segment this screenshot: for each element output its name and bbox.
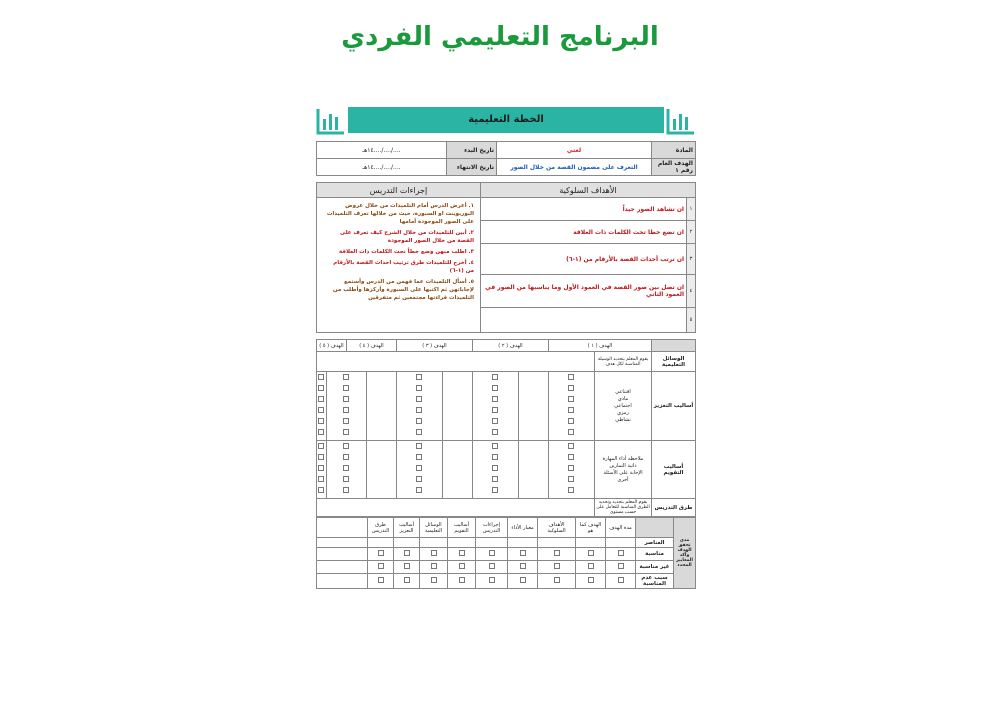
objective-text: ان تشاهد الصور جيداً	[480, 198, 686, 221]
checkbox-column[interactable]	[317, 441, 327, 499]
checkbox[interactable]	[459, 550, 465, 556]
list-item: الإجابة على الأسئلة	[603, 469, 643, 476]
start-date-value: ..../..../....١٤هـ	[317, 142, 447, 159]
checkbox[interactable]	[431, 563, 437, 569]
goal-value: التعرف على مضمون القصة من خلال الصور	[497, 159, 652, 176]
column-header: أساليب التعزيز	[394, 518, 420, 538]
assess-items	[595, 441, 652, 499]
column-header: طرق التدريس	[368, 518, 394, 538]
checkbox[interactable]	[588, 563, 594, 569]
reinforce-items	[595, 372, 652, 441]
checkbox[interactable]	[618, 563, 624, 569]
procedure-item: ١. أعرض الدرس أمام التلميذات من خلال عروض البوربوينت او السبورة، حيث من خلالها تعرف التلميذات على الصور الموجودة أمامها	[326, 203, 474, 225]
methods-label: طرق التدريس	[652, 499, 696, 517]
list-item: نشاطي	[615, 416, 631, 423]
end-date-label: تاريخ الانتهاء	[447, 159, 497, 176]
checkbox[interactable]	[459, 577, 465, 583]
aids-label: الوسائل التعليمية	[652, 352, 696, 372]
goal-header: الهدف ( ١ )	[548, 340, 651, 352]
list-item: اقتناعي	[615, 388, 631, 395]
checkbox-column[interactable]	[317, 372, 327, 441]
goal-header: الهدف ( ٣ )	[396, 340, 472, 352]
checkbox[interactable]	[378, 550, 384, 556]
start-date-label: تاريخ البدء	[447, 142, 497, 159]
checkbox-column[interactable]	[396, 441, 442, 499]
subject-label: المادة	[652, 142, 696, 159]
checkbox[interactable]	[618, 550, 624, 556]
row-label: العناصر	[636, 538, 674, 548]
checkbox[interactable]	[404, 563, 410, 569]
objective-text: ان تضع خطا تحت الكلمات ذات العلاقة	[480, 221, 686, 244]
column-header: إجراءات التدريس	[476, 518, 508, 538]
objective-number: ٥	[687, 308, 696, 333]
checkbox-column[interactable]	[472, 441, 518, 499]
chart-logo-icon	[316, 105, 346, 135]
objectives-header: الأهداف السلوكية	[480, 183, 695, 198]
procedure-item: ٢. أبين للتلميذات من خلال الشرح كيف تعرف على القصة من خلال الصور الموجودة	[340, 230, 474, 244]
column-header: مدة الهدف	[606, 518, 636, 538]
procedure-item: ٥. أسأل التلميذات عما فهمن من الدرس وأستمع لإجاباتهن ثم اكتبها على السبورة وأركزها وأطلب من التلميذات قراءتها مجتمعين ثم متفرقين	[332, 279, 474, 301]
banner	[316, 105, 696, 135]
checkbox[interactable]	[489, 577, 495, 583]
aids-note: يقوم المعلم بتحديد الوسيلة المناسبة لكل هدف	[595, 352, 652, 372]
achievement-side-label: مدى تحقق الهدف وأكد المعايير المحدد	[674, 518, 696, 589]
goal-header: الهدف ( ٥ )	[317, 340, 347, 352]
procedures-header: إجراءات التدريس	[317, 183, 481, 198]
checkbox[interactable]	[554, 577, 560, 583]
checkbox-column[interactable]	[326, 441, 366, 499]
list-item: رمزي	[617, 409, 629, 416]
checkbox-column[interactable]	[548, 441, 594, 499]
checkbox[interactable]	[520, 577, 526, 583]
end-date-value: ..../..../....١٤هـ	[317, 159, 447, 176]
goal-header: الهدف ( ٤ )	[346, 340, 396, 352]
column-header: معيار الأداء	[508, 518, 538, 538]
lesson-plan-document	[316, 105, 696, 589]
checkbox-column[interactable]	[326, 372, 366, 441]
checkbox[interactable]	[378, 577, 384, 583]
column-header: الوسائل التعليمية	[420, 518, 448, 538]
chart-logo-icon	[666, 105, 696, 135]
row-label: غير مناسبة	[636, 561, 674, 574]
methods-note: يقوم المعلم بتحديد وتحديد الطرق المناسبة للتعامل على حسب مستوى	[596, 500, 650, 515]
objective-text	[480, 308, 686, 333]
checkbox[interactable]	[431, 577, 437, 583]
subject-value: لغتي	[497, 142, 652, 159]
column-header: الهدف كما هو	[576, 518, 606, 538]
page-title: البرنامج التعليمي الفردي	[341, 22, 659, 52]
info-table	[316, 141, 696, 176]
achievement-table	[316, 517, 696, 589]
evaluation-table	[316, 339, 696, 517]
plan-table	[316, 182, 696, 333]
checkbox[interactable]	[489, 563, 495, 569]
assess-label: أساليب التقويم	[652, 441, 696, 499]
column-header: الأهداف السلوكية	[538, 518, 576, 538]
goal-label: الهدف العام رقم ١	[652, 159, 696, 176]
checkbox-column[interactable]	[548, 372, 594, 441]
checkbox-column[interactable]	[472, 372, 518, 441]
banner-title: الخطة التعليمية	[348, 107, 664, 133]
checkbox[interactable]	[489, 550, 495, 556]
objective-number: ١	[687, 198, 696, 221]
column-header: أساليب التقويم	[448, 518, 476, 538]
checkbox[interactable]	[404, 550, 410, 556]
procedure-item: ٣. اطلب منهن وضع خطاً تحت الكلمات ذات العلاقة	[339, 249, 474, 255]
checkbox[interactable]	[588, 577, 594, 583]
checkbox[interactable]	[459, 563, 465, 569]
objective-number: ٢	[687, 221, 696, 244]
checkbox-column[interactable]	[396, 372, 442, 441]
procedure-item: ٤. أخرج للتلميذات طرق ترتيب احداث القصة بالأرقام من (١-٦)	[333, 260, 474, 274]
objective-number: ٤	[687, 275, 696, 308]
checkbox[interactable]	[618, 577, 624, 583]
procedures-list	[317, 198, 481, 333]
list-item: أخرى	[617, 476, 629, 483]
list-item: ذاتية التمارين	[609, 462, 637, 469]
checkbox[interactable]	[404, 577, 410, 583]
checkbox[interactable]	[554, 563, 560, 569]
list-item: اجتماعي	[614, 402, 632, 409]
objective-text: ان تصل بين صور القصة في العمود الأول وما يناسبها من الصور في العمود الثاني	[480, 275, 686, 308]
checkbox[interactable]	[588, 550, 594, 556]
goal-header: الهدف ( ٢ )	[472, 340, 548, 352]
objective-number: ٣	[687, 244, 696, 275]
checkbox[interactable]	[520, 550, 526, 556]
checkbox[interactable]	[554, 550, 560, 556]
checkbox[interactable]	[520, 563, 526, 569]
reinforce-label: أساليب التعزيز	[652, 372, 696, 441]
row-label: سبب عدم المناسبة	[636, 574, 674, 589]
objective-text: ان ترتب أحداث القصة بالأرقام من (١-٦)	[480, 244, 686, 275]
checkbox[interactable]	[431, 550, 437, 556]
list-item: ملاحظة أداء المهارة	[602, 455, 644, 462]
checkbox[interactable]	[378, 563, 384, 569]
list-item: مادي	[617, 395, 629, 402]
row-label: مناسبة	[636, 548, 674, 561]
